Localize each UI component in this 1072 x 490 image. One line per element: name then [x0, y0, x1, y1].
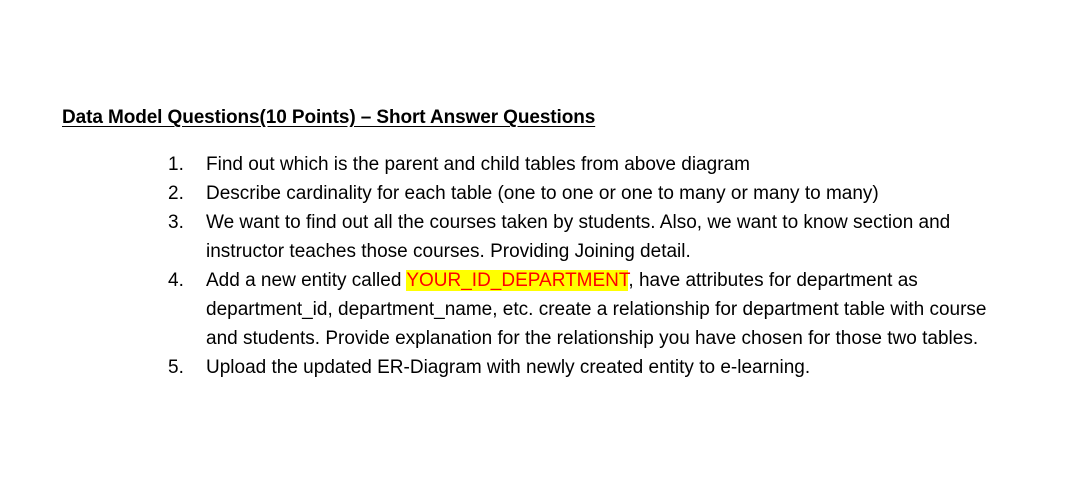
- item-text: [206, 266, 998, 353]
- section-heading: Data Model Questions(10 Points) – Short Answer Questions: [62, 107, 596, 128]
- item-text: Find out which is the parent and child tables from above diagram: [206, 154, 750, 175]
- list-item: [168, 266, 998, 353]
- item-text: Upload the updated ER-Diagram with newly created entity to e-learning.: [206, 357, 811, 378]
- item-text-after: , have attributes for department as department_id, department_name, etc. create a relationship for department table with course and students. Provide explanation for the relationship you have chosen for those two tables.: [206, 270, 987, 349]
- item-number: 2.: [168, 183, 184, 204]
- item-number: 5.: [168, 357, 184, 378]
- item-text: We want to find out all the courses taken by students. Also, we want to know section and instructor teaches those courses. Providing Joining detail.: [206, 212, 951, 262]
- item-number: 1.: [168, 154, 184, 175]
- list-item: [168, 179, 998, 208]
- item-number: 3.: [168, 212, 184, 233]
- list-item: [168, 150, 998, 179]
- item-text: Describe cardinality for each table (one to one or one to many or many to many): [206, 183, 879, 204]
- highlighted-entity-name: YOUR_ID_DEPARTMENT: [406, 270, 629, 291]
- item-text-before: Add a new entity called: [206, 270, 407, 291]
- question-list: [168, 150, 998, 382]
- item-number: 4.: [168, 270, 184, 291]
- list-item: [168, 353, 998, 382]
- list-item: [168, 208, 998, 266]
